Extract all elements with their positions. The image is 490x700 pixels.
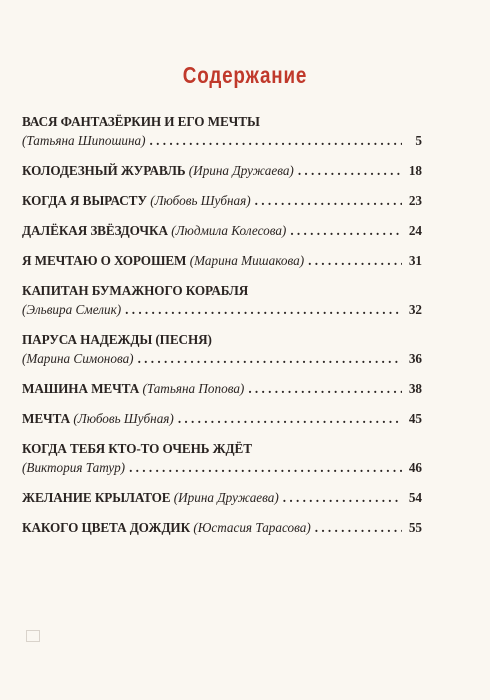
toc-entry[interactable]	[22, 112, 422, 150]
entry-title: ВАСЯ ФАНТАЗЁРКИН И ЕГО МЕЧТЫ	[22, 114, 260, 129]
entry-title: ДАЛЁКАЯ ЗВЁЗДОЧКА	[22, 223, 168, 238]
entry-title: КАКОГО ЦВЕТА ДОЖДИК	[22, 520, 191, 535]
toc-entry[interactable]	[22, 161, 422, 180]
entry-page: 31	[408, 253, 422, 268]
entry-title: КОЛОДЕЗНЫЙ ЖУРАВЛЬ	[22, 163, 186, 178]
entry-title: Я МЕЧТАЮ О ХОРОШЕМ	[22, 253, 187, 268]
toc-entry[interactable]	[22, 409, 422, 428]
toc-entry[interactable]	[22, 281, 422, 319]
entry-page: 55	[408, 520, 422, 535]
dot-leader	[248, 379, 402, 398]
entry-author: (Любовь Шубная)	[73, 411, 174, 426]
entry-title: ЖЕЛАНИЕ КРЫЛАТОЕ	[22, 490, 171, 505]
dot-leader	[290, 221, 402, 240]
dot-leader	[255, 191, 402, 210]
toc-entry[interactable]	[22, 518, 422, 537]
entry-page: 45	[408, 411, 422, 426]
entry-page: 23	[408, 193, 422, 208]
entry-author: (Виктория Татур)	[22, 460, 126, 475]
contents-heading: Содержание	[182, 62, 308, 88]
dot-leader	[298, 161, 402, 180]
entry-title: МЕЧТА	[22, 411, 71, 426]
entry-page: 24	[408, 223, 422, 238]
entry-page: 36	[408, 351, 422, 366]
toc-entry[interactable]	[22, 488, 422, 507]
entry-author: (Марина Мишакова)	[189, 253, 305, 268]
toc-entry[interactable]	[22, 330, 422, 368]
entry-author: (Эльвира Смелик)	[22, 302, 122, 317]
entry-page: 32	[408, 302, 422, 317]
entry-author: (Татьяна Попова)	[142, 381, 245, 396]
dot-leader	[125, 300, 402, 319]
entry-page: 5	[415, 133, 422, 148]
table-of-contents	[22, 112, 422, 548]
toc-entry[interactable]	[22, 221, 422, 240]
dot-leader	[178, 409, 402, 428]
entry-title: КОГДА Я ВЫРАСТУ	[22, 193, 147, 208]
toc-entry[interactable]	[22, 251, 422, 270]
entry-page: 38	[408, 381, 422, 396]
toc-entry[interactable]	[22, 191, 422, 210]
toc-entry[interactable]	[22, 379, 422, 398]
toc-entry[interactable]	[22, 439, 422, 477]
dot-leader	[283, 488, 402, 507]
entry-author: (Юстасия Тарасова)	[193, 520, 311, 535]
entry-title: КАПИТАН БУМАЖНОГО КОРАБЛЯ	[22, 283, 249, 298]
dot-leader	[150, 131, 402, 150]
entry-author: (Марина Симонова)	[22, 351, 134, 366]
entry-page: 18	[408, 163, 422, 178]
dot-leader	[138, 349, 402, 368]
entry-author: (Татьяна Шипошина)	[22, 133, 146, 148]
page-mark	[26, 630, 40, 642]
dot-leader	[308, 251, 402, 270]
entry-author: (Людмила Колесова)	[171, 223, 287, 238]
entry-page: 54	[408, 490, 422, 505]
entry-title: КОГДА ТЕБЯ КТО-ТО ОЧЕНЬ ЖДЁТ	[22, 441, 252, 456]
entry-author: (Ирина Дружаева)	[188, 163, 294, 178]
entry-page: 46	[408, 460, 422, 475]
entry-title: МАШИНА МЕЧТА	[22, 381, 140, 396]
entry-title: ПАРУСА НАДЕЖДЫ (ПЕСНЯ)	[22, 332, 212, 347]
entry-author: (Ирина Дружаева)	[173, 490, 279, 505]
dot-leader	[315, 518, 402, 537]
dot-leader	[129, 458, 402, 477]
entry-author: (Любовь Шубная)	[150, 193, 251, 208]
